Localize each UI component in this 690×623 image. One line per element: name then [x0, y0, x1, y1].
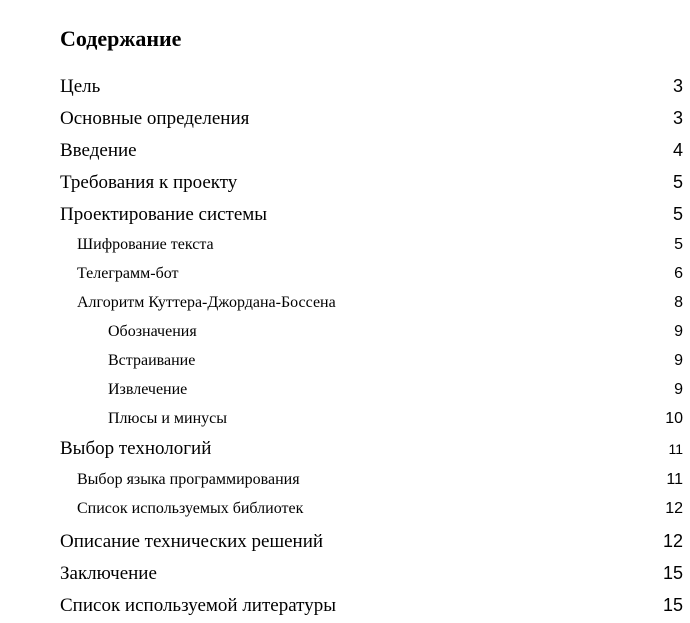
- toc-entry-extraction[interactable]: [108, 379, 683, 401]
- toc-entry-page: 15: [662, 563, 683, 583]
- toc-entry-technology-choice[interactable]: [60, 436, 683, 462]
- toc-entry-label: Требования к проекту: [60, 172, 238, 193]
- toc-entry-pros-cons[interactable]: [108, 408, 683, 430]
- toc-entry-conclusion[interactable]: [60, 560, 683, 586]
- toc-entry-page: 5: [672, 172, 683, 192]
- toc-entry-label: Введение: [60, 140, 137, 161]
- toc-entry-page: 11: [668, 441, 683, 457]
- toc-entry-label: Цель: [60, 76, 101, 97]
- toc-entry-label: Список используемой литературы: [60, 595, 336, 616]
- toc-entry-libraries[interactable]: [77, 498, 683, 520]
- toc-entry-page: 9: [674, 381, 683, 398]
- toc-entry-label: Выбор языка программирования: [77, 471, 300, 488]
- toc-entry-page: 4: [672, 140, 683, 160]
- toc-entry-label: Выбор технологий: [60, 438, 212, 459]
- toc-entry-label: Заключение: [60, 563, 157, 584]
- toc-entry-notation[interactable]: [108, 321, 683, 343]
- toc-entry-page: 3: [672, 108, 683, 128]
- toc-entry-label: Проектирование системы: [60, 204, 268, 225]
- toc-entry-page: 6: [674, 265, 683, 282]
- toc-entry-references[interactable]: [60, 592, 683, 618]
- toc-entry-technical-solutions[interactable]: [60, 528, 683, 554]
- toc-entry-kjb-algorithm[interactable]: [77, 292, 683, 314]
- toc-entry-page: 10: [665, 410, 683, 427]
- toc-entry-label: Плюсы и минусы: [108, 410, 228, 427]
- toc-entry-definitions[interactable]: [60, 105, 683, 131]
- toc-entry-label: Шифрование текста: [77, 236, 214, 253]
- toc-entry-label: Алгоритм Куттера-Джордана-Боссена: [77, 294, 336, 311]
- toc-entry-page: 9: [674, 323, 683, 340]
- toc-entry-telegram-bot[interactable]: [77, 263, 683, 285]
- toc-entry-page: 5: [674, 236, 683, 253]
- toc-entry-goal[interactable]: [60, 73, 683, 99]
- toc-entry-page: 3: [672, 76, 683, 96]
- toc-entry-label: Основные определения: [60, 108, 250, 129]
- toc-entry-requirements[interactable]: [60, 169, 683, 195]
- toc-entry-introduction[interactable]: [60, 137, 683, 163]
- toc-entry-page: 9: [674, 352, 683, 369]
- toc-title: Содержание: [60, 26, 182, 51]
- toc-entry-page: 5: [672, 204, 683, 224]
- toc-entry-page: 8: [674, 294, 683, 311]
- toc-entry-embedding[interactable]: [108, 350, 683, 372]
- toc-entry-page: 11: [666, 471, 683, 488]
- toc-entry-label: Телеграмм-бот: [77, 265, 179, 282]
- toc-entry-language-choice[interactable]: [77, 469, 683, 491]
- toc-entry-label: Описание технических решений: [60, 531, 324, 552]
- toc-entry-text-encryption[interactable]: [77, 234, 683, 256]
- toc-entry-page: 12: [665, 500, 683, 517]
- toc-entry-label: Список используемых библиотек: [77, 500, 304, 517]
- toc-entry-system-design[interactable]: [60, 201, 683, 227]
- toc-entry-label: Встраивание: [108, 352, 196, 369]
- toc-entry-page: 12: [662, 531, 683, 551]
- toc-entry-page: 15: [662, 595, 683, 615]
- toc-entry-label: Обозначения: [108, 323, 197, 340]
- toc-entry-label: Извлечение: [108, 381, 188, 398]
